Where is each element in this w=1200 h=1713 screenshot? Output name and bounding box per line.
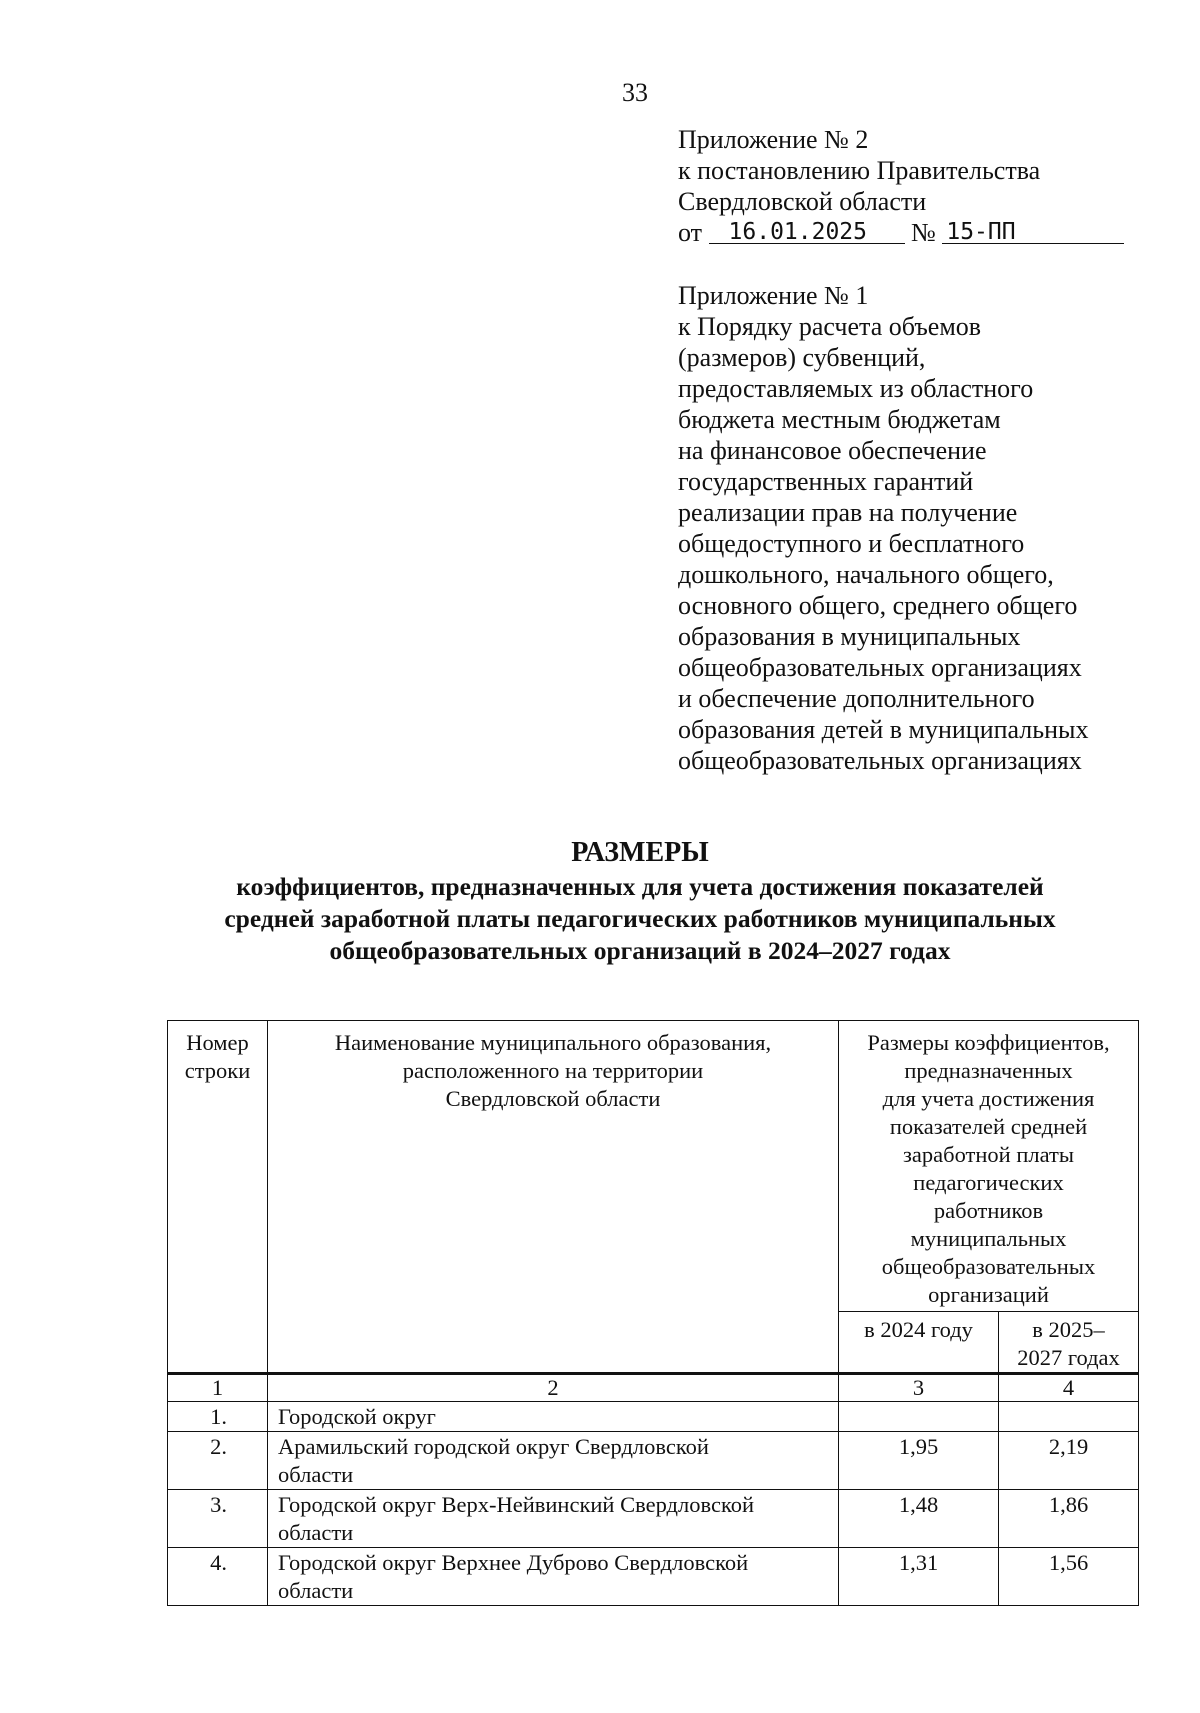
column-number: 1 (168, 1374, 268, 1402)
table-row (168, 1402, 1139, 1432)
municipality-name-line: Городской округ (278, 1404, 436, 1429)
appendix-1-line: бюджета местным бюджетам (678, 405, 1001, 434)
header-text-line: Номер (186, 1030, 249, 1055)
header-text-line: расположенного на территории (402, 1058, 704, 1083)
table-row (168, 1432, 1139, 1490)
column-number: 4 (999, 1374, 1139, 1402)
appendix-1-line: к Порядку расчета объемов (678, 312, 982, 341)
header-text-line: предназначенных (904, 1058, 1073, 1083)
appendix-1-line: Приложение № 1 (678, 281, 869, 310)
header-text-line: Наименование муниципального образования, (334, 1030, 772, 1055)
appendix-1-line: общеобразовательных организациях (678, 746, 1082, 775)
header-text-line: для учета достижения (882, 1086, 1095, 1111)
appendix-2-line: Свердловской области (678, 187, 927, 216)
heading-line: общеобразовательных организаций в 2024–2027 годах (329, 936, 951, 965)
header-text-line: муниципальных (910, 1226, 1067, 1251)
header-text-line: организаций (928, 1282, 1049, 1307)
header-text-line: Свердловской области (445, 1086, 661, 1111)
appendix-1-line: предоставляемых из областного (678, 374, 1034, 403)
coefficient-2024: 1,31 (839, 1548, 999, 1606)
header-text-line: в 2024 году (864, 1317, 973, 1342)
column-number: 3 (839, 1374, 999, 1402)
header-text-line: Размеры коэффициентов, (867, 1030, 1110, 1055)
appendix-1-line: дошкольного, начального общего, (678, 560, 1054, 589)
appendix-1-line: (размеров) субвенций, (678, 343, 926, 372)
municipality-name-line: Городской округ Верхнее Дуброво Свердловской (278, 1550, 749, 1575)
coefficient-2024: 1,95 (839, 1432, 999, 1490)
row-number: 4. (168, 1548, 268, 1606)
table-row (168, 1490, 1139, 1548)
resolution-number: 15-ПП (942, 221, 1124, 244)
coefficients-table (167, 1020, 1139, 1606)
header-text-line: заработной платы (903, 1142, 1074, 1167)
heading-line: коэффициентов, предназначенных для учета достижения показателей (236, 872, 1044, 901)
municipality-name-line: Городской округ Верх-Нейвинский Свердловской (278, 1492, 755, 1517)
coefficient-2024 (839, 1402, 999, 1432)
column-number-row (168, 1374, 1139, 1402)
coefficient-2025-2027: 1,56 (999, 1548, 1139, 1606)
appendix-1-line: образования в муниципальных (678, 622, 1021, 651)
municipality-name (268, 1490, 839, 1548)
appendix-1-block (678, 280, 1089, 776)
appendix-2-line: Приложение № 2 (678, 125, 869, 154)
page-number: 33 (622, 78, 648, 107)
municipality-name (268, 1548, 839, 1606)
row-number: 3. (168, 1490, 268, 1548)
header-text-line: работников (933, 1198, 1044, 1223)
table-row (168, 1548, 1139, 1606)
municipality-name-line: Арамильский городской округ Свердловской (278, 1434, 709, 1459)
municipality-name-line: области (278, 1578, 354, 1603)
row-number: 1. (168, 1402, 268, 1432)
appendix-1-line: реализации прав на получение (678, 498, 1018, 527)
header-years-2025-2027 (999, 1312, 1139, 1374)
row-number: 2. (168, 1432, 268, 1490)
column-number: 2 (268, 1374, 839, 1402)
municipality-name (268, 1432, 839, 1490)
coefficient-2025-2027: 1,86 (999, 1490, 1139, 1548)
header-text-line: 2027 годах (1017, 1345, 1120, 1370)
resolution-date: 16.01.2025 (709, 221, 905, 244)
municipality-name-line: области (278, 1462, 354, 1487)
appendix-1-line: образования детей в муниципальных (678, 715, 1089, 744)
municipality-name-line: области (278, 1520, 354, 1545)
appendix-1-line: общедоступного и бесплатного (678, 529, 1025, 558)
header-text-line: показателей средней (889, 1114, 1088, 1139)
coefficient-2025-2027: 2,19 (999, 1432, 1139, 1490)
number-prefix: № (911, 218, 936, 247)
municipality-name (268, 1402, 839, 1432)
heading-title: РАЗМЕРЫ (571, 837, 709, 868)
header-text-line: строки (184, 1058, 251, 1083)
document-heading (100, 835, 1180, 967)
appendix-1-line: на финансовое обеспечение (678, 436, 987, 465)
resolution-date-line (678, 217, 1124, 248)
appendix-1-line: государственных гарантий (678, 467, 974, 496)
header-municipality-name (268, 1021, 839, 1374)
header-text-line: общеобразовательных (881, 1254, 1096, 1279)
header-text-line: педагогических (913, 1170, 1064, 1195)
coefficient-2025-2027 (999, 1402, 1139, 1432)
appendix-1-line: общеобразовательных организациях (678, 653, 1082, 682)
header-text-line: в 2025– (1032, 1317, 1105, 1342)
appendix-2-line: к постановлению Правительства (678, 156, 1041, 185)
appendix-1-line: основного общего, среднего общего (678, 591, 1078, 620)
coefficient-2024: 1,48 (839, 1490, 999, 1548)
appendix-2-block (678, 124, 1124, 248)
header-row-number (168, 1021, 268, 1374)
heading-line: средней заработной платы педагогических работников муниципальных (224, 904, 1056, 933)
header-coefficient-sizes (839, 1021, 1139, 1312)
header-year-2024 (839, 1312, 999, 1374)
appendix-1-line: и обеспечение дополнительного (678, 684, 1035, 713)
date-prefix: от (678, 218, 703, 247)
